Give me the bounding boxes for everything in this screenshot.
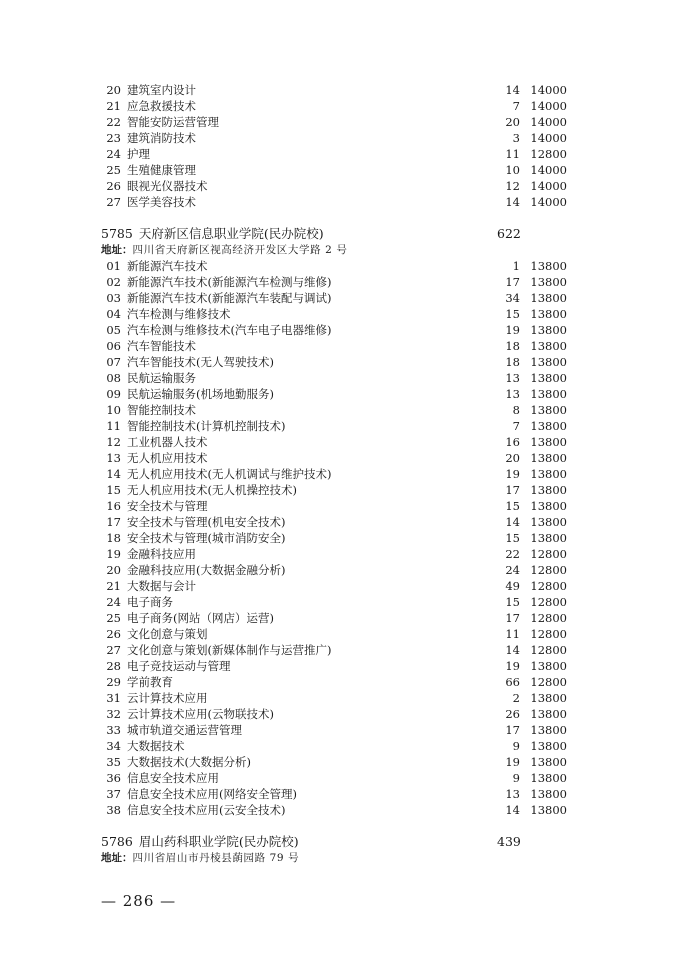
enroll-count: 18 xyxy=(505,355,520,369)
major-name: 安全技术与管理 xyxy=(127,499,208,513)
table-row xyxy=(0,370,680,386)
enroll-count: 10 xyxy=(505,163,520,177)
major-name: 信息安全技术应用(云安全技术) xyxy=(127,803,286,817)
major-code: 20 xyxy=(106,563,121,577)
tuition-fee: 13800 xyxy=(530,803,567,817)
major-name: 民航运输服务 xyxy=(127,371,196,385)
major-name: 医学美容技术 xyxy=(127,195,196,209)
address-label: 地址： xyxy=(101,852,133,864)
table-row xyxy=(0,706,680,722)
table-row xyxy=(0,82,680,98)
table-row xyxy=(0,802,680,818)
table-row xyxy=(0,338,680,354)
major-code: 07 xyxy=(106,355,121,369)
school-address xyxy=(101,243,347,257)
major-code: 06 xyxy=(106,339,121,353)
tuition-fee: 13800 xyxy=(530,387,567,401)
major-name: 无人机应用技术 xyxy=(127,451,208,465)
major-code: 21 xyxy=(106,579,121,593)
major-code: 27 xyxy=(106,195,121,209)
table-row xyxy=(0,386,680,402)
tuition-fee: 13800 xyxy=(530,691,567,705)
table-row xyxy=(0,498,680,514)
enroll-count: 17 xyxy=(505,611,520,625)
major-code: 15 xyxy=(106,483,121,497)
tuition-fee: 13800 xyxy=(530,339,567,353)
major-name: 云计算技术应用 xyxy=(127,691,208,705)
enroll-count: 34 xyxy=(505,291,520,305)
major-code: 25 xyxy=(106,163,121,177)
major-name: 新能源汽车技术(新能源汽车装配与调试) xyxy=(127,291,332,305)
major-code: 14 xyxy=(106,467,121,481)
enroll-count: 13 xyxy=(505,787,520,801)
enroll-count: 24 xyxy=(505,563,520,577)
tuition-fee: 14000 xyxy=(530,83,567,97)
major-name: 金融科技应用 xyxy=(127,547,196,561)
major-code: 10 xyxy=(106,403,121,417)
tuition-fee: 14000 xyxy=(530,195,567,209)
enroll-count: 1 xyxy=(512,259,520,273)
major-code: 22 xyxy=(106,115,121,129)
school-name: 天府新区信息职业学院(民办院校) xyxy=(138,226,324,241)
school-id: 5786 xyxy=(101,834,133,849)
address-text: 四川省天府新区视高经济开发区大学路 2 号 xyxy=(132,244,348,256)
tuition-fee: 12800 xyxy=(530,579,567,593)
page-number: — 286 — xyxy=(101,892,177,910)
major-name: 大数据与会计 xyxy=(127,579,196,593)
tuition-fee: 12800 xyxy=(530,675,567,689)
enroll-count: 22 xyxy=(505,547,520,561)
major-name: 汽车检测与维修技术(汽车电子电器维修) xyxy=(127,323,332,337)
major-code: 24 xyxy=(106,147,121,161)
tuition-fee: 13800 xyxy=(530,515,567,529)
major-name: 文化创意与策划 xyxy=(127,627,208,641)
enroll-count: 7 xyxy=(512,419,520,433)
table-row xyxy=(0,114,680,130)
major-name: 民航运输服务(机场地勤服务) xyxy=(127,387,274,401)
major-name: 云计算技术应用(云物联技术) xyxy=(127,707,274,721)
major-name: 生殖健康管理 xyxy=(127,163,196,177)
table-row xyxy=(0,738,680,754)
tuition-fee: 13800 xyxy=(530,451,567,465)
enroll-count: 14 xyxy=(505,195,520,209)
table-row xyxy=(0,754,680,770)
tuition-fee: 13800 xyxy=(530,707,567,721)
major-name: 电子商务(网站（网店）运营) xyxy=(127,611,274,625)
tuition-fee: 13800 xyxy=(530,435,567,449)
major-name: 信息安全技术应用(网络安全管理) xyxy=(127,787,297,801)
enroll-count: 9 xyxy=(512,771,520,785)
enroll-count: 15 xyxy=(505,595,520,609)
enroll-count: 66 xyxy=(505,675,520,689)
enroll-count: 20 xyxy=(505,115,520,129)
enroll-count: 14 xyxy=(505,83,520,97)
tuition-fee: 12800 xyxy=(530,643,567,657)
tuition-fee: 13800 xyxy=(530,355,567,369)
major-name: 无人机应用技术(无人机调试与维护技术) xyxy=(127,467,332,481)
school-heading-5785 xyxy=(101,225,324,243)
major-code: 26 xyxy=(106,179,121,193)
enroll-count: 2 xyxy=(512,691,520,705)
enroll-count: 16 xyxy=(505,435,520,449)
major-code: 29 xyxy=(106,675,121,689)
major-name: 建筑室内设计 xyxy=(127,83,196,97)
tuition-fee: 13800 xyxy=(530,419,567,433)
table-row xyxy=(0,770,680,786)
tuition-fee: 13800 xyxy=(530,499,567,513)
table-row xyxy=(0,466,680,482)
tuition-fee: 13800 xyxy=(530,323,567,337)
major-name: 金融科技应用(大数据金融分析) xyxy=(127,563,286,577)
tuition-fee: 13800 xyxy=(530,259,567,273)
major-name: 电子竞技运动与管理 xyxy=(127,659,231,673)
enroll-count: 14 xyxy=(505,515,520,529)
table-row xyxy=(0,434,680,450)
major-name: 智能安防运营管理 xyxy=(127,115,219,129)
tuition-fee: 12800 xyxy=(530,547,567,561)
major-code: 12 xyxy=(106,435,121,449)
major-name: 电子商务 xyxy=(127,595,173,609)
major-code: 16 xyxy=(106,499,121,513)
enroll-count: 15 xyxy=(505,307,520,321)
major-code: 18 xyxy=(106,531,121,545)
table-row xyxy=(0,290,680,306)
major-name: 学前教育 xyxy=(127,675,173,689)
table-row xyxy=(0,546,680,562)
major-code: 27 xyxy=(106,643,121,657)
enroll-count: 11 xyxy=(505,147,520,161)
table-row xyxy=(0,146,680,162)
major-name: 护理 xyxy=(127,147,150,161)
address-label: 地址： xyxy=(101,244,133,256)
enroll-count: 14 xyxy=(505,643,520,657)
major-name: 新能源汽车技术(新能源汽车检测与维修) xyxy=(127,275,332,289)
tuition-fee: 12800 xyxy=(530,611,567,625)
major-code: 21 xyxy=(106,99,121,113)
major-name: 汽车检测与维修技术 xyxy=(127,307,231,321)
table-row xyxy=(0,130,680,146)
enroll-count: 7 xyxy=(512,99,520,113)
enroll-count: 18 xyxy=(505,339,520,353)
enroll-count: 19 xyxy=(505,659,520,673)
tuition-fee: 12800 xyxy=(530,147,567,161)
tuition-fee: 13800 xyxy=(530,531,567,545)
major-code: 34 xyxy=(106,739,121,753)
major-code: 13 xyxy=(106,451,121,465)
major-code: 24 xyxy=(106,595,121,609)
enroll-count: 19 xyxy=(505,467,520,481)
major-code: 35 xyxy=(106,755,121,769)
tuition-fee: 13800 xyxy=(530,275,567,289)
major-name: 汽车智能技术(无人驾驶技术) xyxy=(127,355,274,369)
tuition-fee: 13800 xyxy=(530,739,567,753)
tuition-fee: 13800 xyxy=(530,307,567,321)
enroll-count: 17 xyxy=(505,723,520,737)
tuition-fee: 13800 xyxy=(530,787,567,801)
table-row xyxy=(0,306,680,322)
major-name: 工业机器人技术 xyxy=(127,435,208,449)
school-name: 眉山药科职业学院(民办院校) xyxy=(138,834,299,849)
table-row xyxy=(0,610,680,626)
major-code: 36 xyxy=(106,771,121,785)
table-row xyxy=(0,626,680,642)
tuition-fee: 13800 xyxy=(530,723,567,737)
enroll-count: 8 xyxy=(512,403,520,417)
major-code: 02 xyxy=(106,275,121,289)
table-row xyxy=(0,402,680,418)
tuition-fee: 14000 xyxy=(530,99,567,113)
school-total: 439 xyxy=(497,834,521,849)
major-code: 17 xyxy=(106,515,121,529)
tuition-fee: 12800 xyxy=(530,627,567,641)
tuition-fee: 13800 xyxy=(530,659,567,673)
table-row xyxy=(0,418,680,434)
table-row xyxy=(0,786,680,802)
tuition-fee: 14000 xyxy=(530,163,567,177)
enroll-count: 17 xyxy=(505,275,520,289)
major-code: 01 xyxy=(106,259,121,273)
enroll-count: 49 xyxy=(505,579,520,593)
major-name: 大数据技术 xyxy=(127,739,185,753)
major-code: 04 xyxy=(106,307,121,321)
major-code: 19 xyxy=(106,547,121,561)
school-total: 622 xyxy=(497,226,521,241)
enroll-count: 20 xyxy=(505,451,520,465)
major-code: 11 xyxy=(106,419,121,433)
enroll-count: 12 xyxy=(505,179,520,193)
major-name: 新能源汽车技术 xyxy=(127,259,208,273)
table-row xyxy=(0,722,680,738)
major-code: 25 xyxy=(106,611,121,625)
tuition-fee: 13800 xyxy=(530,771,567,785)
table-row xyxy=(0,258,680,274)
tuition-fee: 12800 xyxy=(530,563,567,577)
table-row xyxy=(0,322,680,338)
table-row xyxy=(0,274,680,290)
major-code: 08 xyxy=(106,371,121,385)
table-row xyxy=(0,162,680,178)
tuition-fee: 13800 xyxy=(530,755,567,769)
enroll-count: 11 xyxy=(505,627,520,641)
tuition-fee: 13800 xyxy=(530,483,567,497)
major-code: 38 xyxy=(106,803,121,817)
table-row xyxy=(0,450,680,466)
major-code: 26 xyxy=(106,627,121,641)
address-text: 四川省眉山市丹棱县蓢园路 79 号 xyxy=(132,852,300,864)
tuition-fee: 14000 xyxy=(530,179,567,193)
tuition-fee: 14000 xyxy=(530,115,567,129)
enroll-count: 13 xyxy=(505,387,520,401)
tuition-fee: 12800 xyxy=(530,595,567,609)
enroll-count: 14 xyxy=(505,803,520,817)
enroll-count: 19 xyxy=(505,755,520,769)
major-name: 汽车智能技术 xyxy=(127,339,196,353)
tuition-fee: 13800 xyxy=(530,371,567,385)
major-name: 安全技术与管理(城市消防安全) xyxy=(127,531,286,545)
table-row xyxy=(0,514,680,530)
table-row xyxy=(0,98,680,114)
tuition-fee: 13800 xyxy=(530,403,567,417)
major-name: 城市轨道交通运营管理 xyxy=(127,723,242,737)
major-code: 31 xyxy=(106,691,121,705)
major-code: 09 xyxy=(106,387,121,401)
table-row xyxy=(0,530,680,546)
school-heading-5786 xyxy=(101,833,299,851)
major-name: 大数据技术(大数据分析) xyxy=(127,755,251,769)
enroll-count: 9 xyxy=(512,739,520,753)
major-name: 眼视光仪器技术 xyxy=(127,179,208,193)
tuition-fee: 14000 xyxy=(530,131,567,145)
major-name: 建筑消防技术 xyxy=(127,131,196,145)
major-code: 37 xyxy=(106,787,121,801)
tuition-fee: 13800 xyxy=(530,467,567,481)
enroll-count: 13 xyxy=(505,371,520,385)
table-row xyxy=(0,658,680,674)
major-code: 03 xyxy=(106,291,121,305)
major-code: 32 xyxy=(106,707,121,721)
school-id: 5785 xyxy=(101,226,133,241)
table-row xyxy=(0,642,680,658)
major-name: 信息安全技术应用 xyxy=(127,771,219,785)
major-code: 05 xyxy=(106,323,121,337)
table-row xyxy=(0,482,680,498)
table-row xyxy=(0,578,680,594)
enroll-count: 17 xyxy=(505,483,520,497)
table-row xyxy=(0,354,680,370)
major-name: 应急救援技术 xyxy=(127,99,196,113)
table-row xyxy=(0,562,680,578)
enroll-count: 15 xyxy=(505,531,520,545)
school-address xyxy=(101,851,299,865)
major-name: 智能控制技术 xyxy=(127,403,196,417)
table-row xyxy=(0,178,680,194)
major-name: 文化创意与策划(新媒体制作与运营推广) xyxy=(127,643,332,657)
enroll-count: 15 xyxy=(505,499,520,513)
major-name: 安全技术与管理(机电安全技术) xyxy=(127,515,286,529)
table-row xyxy=(0,674,680,690)
major-code: 33 xyxy=(106,723,121,737)
enroll-count: 19 xyxy=(505,323,520,337)
major-name: 无人机应用技术(无人机操控技术) xyxy=(127,483,297,497)
table-row xyxy=(0,194,680,210)
tuition-fee: 13800 xyxy=(530,291,567,305)
major-code: 28 xyxy=(106,659,121,673)
major-code: 23 xyxy=(106,131,121,145)
enroll-count: 26 xyxy=(505,707,520,721)
major-name: 智能控制技术(计算机控制技术) xyxy=(127,419,286,433)
enroll-count: 3 xyxy=(512,131,520,145)
table-row xyxy=(0,594,680,610)
table-row xyxy=(0,690,680,706)
major-code: 20 xyxy=(106,83,121,97)
